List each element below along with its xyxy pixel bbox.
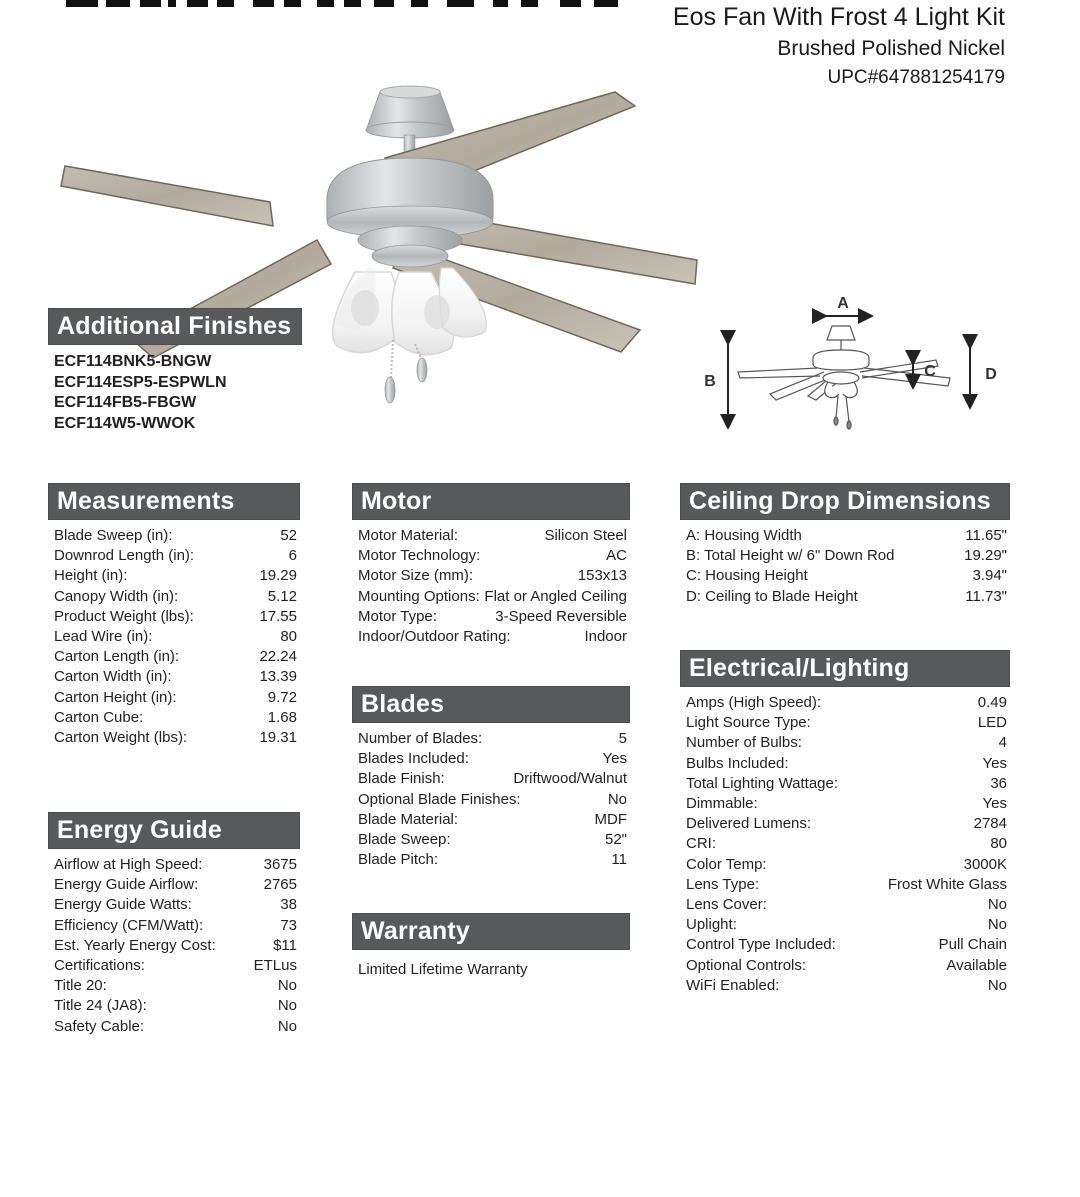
spec-label: Energy Guide Airflow: <box>54 876 199 894</box>
spec-row <box>680 733 1010 753</box>
spec-value: Silicon Steel <box>544 527 627 544</box>
spec-label: Motor Technology: <box>358 547 481 565</box>
spec-value: ETLus <box>253 957 297 975</box>
section-header <box>680 483 1010 520</box>
spec-label: Carton Height (in): <box>54 688 177 706</box>
spec-value: 9.72 <box>267 688 297 706</box>
spec-rows <box>48 526 300 748</box>
spec-row <box>680 976 1010 996</box>
spec-label: Carton Length (in): <box>54 648 180 666</box>
spec-row <box>352 749 630 769</box>
spec-value: 52 <box>280 527 297 544</box>
spec-value: 4 <box>998 734 1007 752</box>
spec-label: Height (in): <box>54 567 128 585</box>
section-header <box>680 650 1010 687</box>
spec-label: Motor Size (mm): <box>358 567 474 585</box>
spec-value: 80 <box>280 628 297 646</box>
spec-value: 52" <box>604 831 627 849</box>
spec-label: Uplight: <box>686 916 737 934</box>
spec-value: 3675 <box>263 856 297 873</box>
spec-row <box>680 875 1010 895</box>
spec-label: Control Type Included: <box>686 936 836 954</box>
spec-row <box>48 526 300 546</box>
section-title: Warranty <box>361 917 471 945</box>
spec-label: Product Weight (lbs): <box>54 607 194 625</box>
section-motor <box>352 483 630 647</box>
spec-row <box>680 814 1010 834</box>
spec-row <box>352 790 630 810</box>
spec-value: 0.49 <box>977 694 1007 711</box>
spec-value: AC <box>606 547 627 565</box>
spec-row <box>680 546 1010 566</box>
finish-code: ECF114BNK5-BNGW <box>54 353 212 370</box>
spec-label: Motor Type: <box>358 607 437 625</box>
spec-rows <box>680 526 1010 607</box>
spec-row <box>352 627 630 647</box>
spec-label: Carton Cube: <box>54 708 144 726</box>
spec-label: WiFi Enabled: <box>686 976 780 994</box>
spec-value: 80 <box>990 835 1007 853</box>
spec-label: Number of Blades: <box>358 730 483 747</box>
spec-row <box>48 688 300 708</box>
spec-label: Canopy Width (in): <box>54 587 179 605</box>
spec-label: Blades Included: <box>358 750 469 768</box>
spec-row <box>48 647 300 667</box>
spec-label: Amps (High Speed): <box>686 694 822 711</box>
spec-row <box>680 855 1010 875</box>
spec-value: 13.39 <box>259 668 297 686</box>
spec-label: Lens Type: <box>686 875 760 893</box>
spec-label: Carton Weight (lbs): <box>54 729 188 747</box>
spec-label: Lead Wire (in): <box>54 628 153 646</box>
section-title: Electrical/Lighting <box>689 654 910 682</box>
spec-row <box>680 754 1010 774</box>
spec-row <box>680 774 1010 794</box>
section-header <box>48 483 300 520</box>
spec-row <box>48 996 300 1016</box>
spec-value: 3000K <box>963 855 1007 873</box>
spec-label: Dimmable: <box>686 795 758 813</box>
spec-label: Blade Sweep: <box>358 831 451 849</box>
spec-label: Safety Cable: <box>54 1017 145 1035</box>
spec-value: Available <box>946 956 1007 974</box>
section-ceiling-drop-dimensions <box>680 483 1010 607</box>
fan-line-drawing <box>738 326 950 429</box>
spec-label: Est. Yearly Energy Cost: <box>54 936 216 954</box>
spec-label: Indoor/Outdoor Rating: <box>358 628 511 646</box>
product-upc: UPC#647881254179 <box>827 67 1005 88</box>
spec-label: Optional Blade Finishes: <box>358 790 521 808</box>
section-header <box>352 483 630 520</box>
spec-label: D: Ceiling to Blade Height <box>686 587 858 605</box>
section-header <box>352 686 630 723</box>
finish-code: ECF114W5-WWOK <box>54 414 196 432</box>
spec-label: Number of Bulbs: <box>686 734 802 752</box>
finish-code: ECF114FB5-FBGW <box>54 394 197 411</box>
spec-row <box>680 693 1010 713</box>
spec-row <box>48 566 300 586</box>
spec-row <box>352 546 630 566</box>
spec-label: Light Source Type: <box>686 714 811 732</box>
spec-label: Blade Sweep (in): <box>54 527 173 544</box>
section-title: Additional Finishes <box>57 312 292 340</box>
spec-row <box>680 915 1010 935</box>
spec-value: 22.24 <box>259 648 297 666</box>
spec-row <box>48 728 300 748</box>
spec-row <box>680 713 1010 733</box>
spec-row <box>352 729 630 749</box>
section-warranty <box>352 913 630 980</box>
spec-label: Downrod Length (in): <box>54 547 195 565</box>
section-title: Measurements <box>57 487 235 515</box>
spec-value: 2765 <box>263 876 297 894</box>
spec-row <box>352 810 630 830</box>
spec-value: 3-Speed Reversible <box>495 607 627 625</box>
spec-value: No <box>277 997 297 1015</box>
spec-row <box>680 834 1010 854</box>
section-title: Blades <box>361 690 445 718</box>
spec-row <box>352 830 630 850</box>
product-finish: Brushed Polished Nickel <box>777 37 1005 60</box>
spec-label: A: Housing Width <box>686 527 802 544</box>
spec-value: Indoor <box>584 628 627 646</box>
section-measurements <box>48 483 300 748</box>
finish-code: ECF114ESP5-ESPWLN <box>54 373 227 391</box>
spec-value: 19.31 <box>259 729 297 747</box>
spec-value: 19.29 <box>259 567 297 585</box>
spec-row <box>680 566 1010 586</box>
spec-row <box>48 855 300 875</box>
spec-label: Mounting Options: <box>358 587 480 605</box>
spec-value: 153x13 <box>577 567 627 585</box>
section-header <box>352 913 630 950</box>
spec-row <box>48 667 300 687</box>
spec-value: 6 <box>288 547 297 565</box>
spec-row <box>680 794 1010 814</box>
spec-value: 5 <box>618 730 627 747</box>
spec-label: Title 20: <box>54 977 107 995</box>
spec-row <box>48 916 300 936</box>
spec-value: 5.12 <box>267 587 297 605</box>
spec-row <box>352 526 630 546</box>
ceiling-drop-diagram <box>700 296 1020 454</box>
section-header <box>48 812 300 849</box>
spec-value: Yes <box>602 750 627 768</box>
spec-row <box>680 526 1010 546</box>
spec-row <box>352 850 630 870</box>
spec-value: 38 <box>280 896 297 914</box>
spec-row <box>48 607 300 627</box>
spec-label: B: Total Height w/ 6" Down Rod <box>686 547 895 565</box>
spec-value: No <box>987 896 1007 914</box>
section-electrical-lighting <box>680 650 1010 996</box>
spec-label: Blade Material: <box>358 810 459 828</box>
spec-row <box>352 566 630 586</box>
spec-value: Driftwood/Walnut <box>513 770 627 788</box>
spec-row <box>48 708 300 728</box>
spec-row <box>48 627 300 647</box>
spec-label: Title 24 (JA8): <box>54 997 147 1015</box>
spec-label: Efficiency (CFM/Watt): <box>54 916 204 934</box>
spec-value: No <box>277 1017 297 1035</box>
spec-value: $11 <box>273 936 297 954</box>
spec-value: LED <box>977 714 1007 732</box>
spec-label: Optional Controls: <box>686 956 807 974</box>
spec-label: Color Temp: <box>686 855 767 873</box>
spec-value: Flat or Angled Ceiling <box>484 587 627 605</box>
section-title: Motor <box>361 487 432 515</box>
spec-value: Pull Chain <box>938 936 1007 954</box>
spec-row <box>48 976 300 996</box>
spec-value: 19.29" <box>964 547 1007 565</box>
spec-rows <box>352 526 630 647</box>
spec-label: Motor Material: <box>358 527 459 544</box>
spec-label: Certifications: <box>54 957 145 975</box>
spec-value: 36 <box>990 774 1007 792</box>
spec-value: No <box>987 976 1007 994</box>
dim-label-d: D <box>985 366 997 383</box>
dim-label-c: C <box>924 363 936 380</box>
section-energy-guide <box>48 812 300 1037</box>
spec-row <box>48 875 300 895</box>
spec-value: 3.94" <box>972 567 1007 585</box>
spec-value: No <box>607 790 627 808</box>
spec-label: Blade Pitch: <box>358 851 439 869</box>
spec-value: 1.68 <box>267 708 297 726</box>
spec-value: 17.55 <box>259 607 297 625</box>
spec-value: MDF <box>594 810 627 828</box>
spec-rows <box>680 693 1010 996</box>
spec-value: No <box>987 916 1007 934</box>
section-title: Ceiling Drop Dimensions <box>689 487 991 515</box>
spec-row <box>48 895 300 915</box>
spec-value: Frost White Glass <box>887 875 1007 893</box>
warranty-note: Limited Lifetime Warranty <box>358 961 528 978</box>
spec-row <box>48 956 300 976</box>
spec-value: Yes <box>982 795 1007 813</box>
section-header <box>48 308 302 345</box>
spec-row <box>352 769 630 789</box>
spec-label: Energy Guide Watts: <box>54 896 192 914</box>
spec-row <box>48 1017 300 1037</box>
spec-row <box>48 587 300 607</box>
dim-label-b: B <box>704 373 716 390</box>
spec-label: Lens Cover: <box>686 896 767 914</box>
spec-value: 2784 <box>973 815 1007 833</box>
spec-label: Airflow at High Speed: <box>54 856 203 873</box>
spec-row <box>48 936 300 956</box>
spec-label: C: Housing Height <box>686 567 808 585</box>
spec-row <box>680 895 1010 915</box>
spec-row <box>680 587 1010 607</box>
spec-label: Delivered Lumens: <box>686 815 812 833</box>
spec-row <box>352 587 630 607</box>
spec-value: 11.73" <box>965 587 1007 605</box>
finish-code-list <box>48 352 302 434</box>
section-additional-finishes <box>48 308 302 434</box>
spec-value: Yes <box>982 754 1007 772</box>
spec-row <box>680 956 1010 976</box>
spec-value: 11.65" <box>965 527 1007 544</box>
section-blades <box>352 686 630 870</box>
spec-label: Blade Finish: <box>358 770 445 788</box>
product-title: Eos Fan With Frost 4 Light Kit <box>672 3 1005 31</box>
spec-row <box>48 546 300 566</box>
spec-row <box>680 935 1010 955</box>
spec-value: 73 <box>280 916 297 934</box>
spec-label: Carton Width (in): <box>54 668 172 686</box>
section-title: Energy Guide <box>57 816 222 844</box>
spec-value: No <box>277 977 297 995</box>
spec-row <box>352 607 630 627</box>
spec-rows <box>48 855 300 1037</box>
spec-rows <box>352 729 630 870</box>
dim-label-a: A <box>837 296 849 312</box>
spec-label: CRI: <box>686 835 716 853</box>
spec-label: Bulbs Included: <box>686 754 789 772</box>
spec-label: Total Lighting Wattage: <box>686 774 839 792</box>
spec-value: 11 <box>611 851 627 869</box>
